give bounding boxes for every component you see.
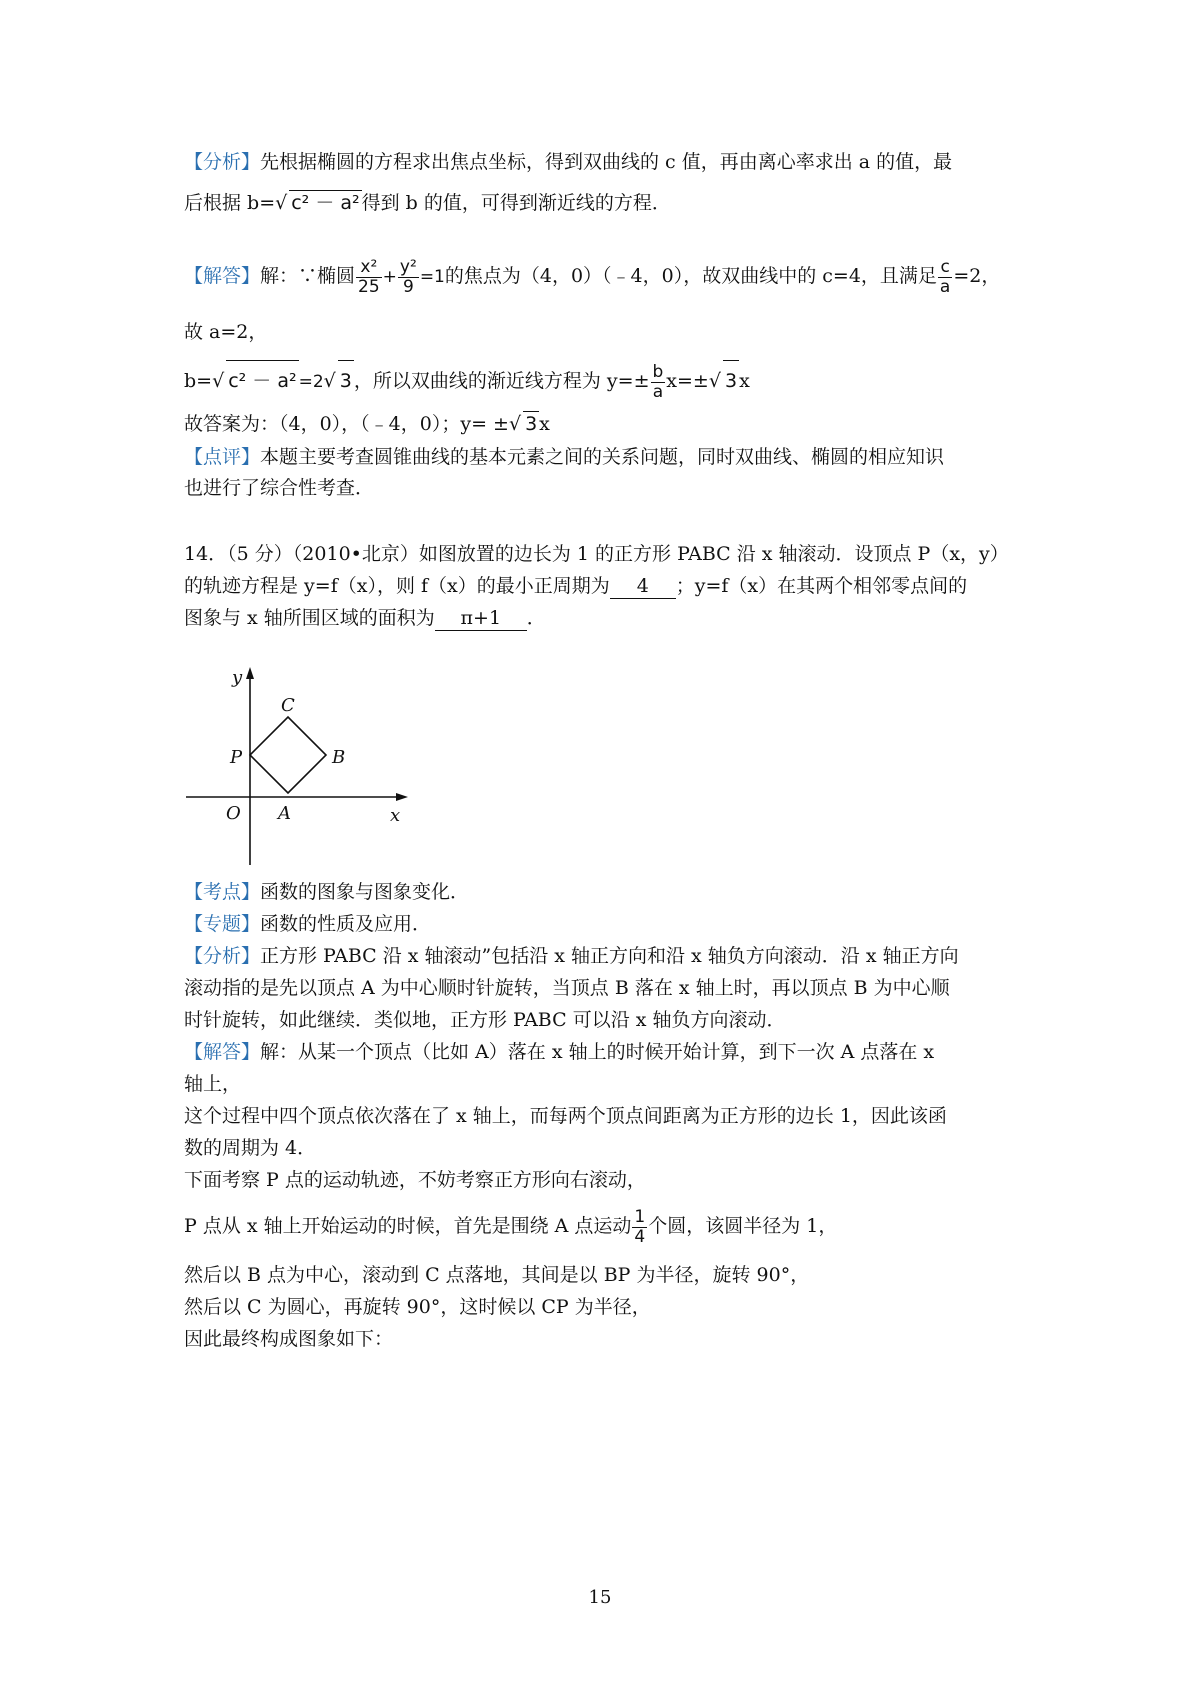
- label-y: y: [232, 667, 243, 688]
- answer-blank-period: 4: [610, 574, 676, 599]
- solution-14-line-1: 【解答】解：从某一个顶点（比如 A）落在 x 轴上的时候开始计算，到下一次 A 点落在 x: [184, 1041, 935, 1063]
- label-b: B: [332, 747, 346, 768]
- solution-13-line-3: b=√ c² － a² =2√ 3 ，所以双曲线的渐近线方程为 y=± $\frac{b}{a}$ x=±√ 3 x: [184, 361, 750, 402]
- label-x: x: [390, 805, 401, 826]
- fraction: $\frac{\text{y²}}{9}$: [399, 256, 417, 297]
- sqrt-expression: √ 3: [709, 360, 739, 401]
- fraction: $\frac{1}{4}$: [634, 1206, 646, 1247]
- solution-14-line-7: 然后以 B 点为中心，滚动到 C 点落地，其间是以 BP 为半径，旋转 90°，: [184, 1264, 810, 1286]
- question-14-line-2: 的轨迹方程是 y=f（x），则 f（x）的最小正周期为 4 ；y=f（x）在其两个相邻零点间的: [184, 575, 968, 597]
- solution-14-line-2: 轴上，: [184, 1073, 242, 1095]
- solution-tag: 【解答】: [184, 1041, 261, 1063]
- solution-14-line-8: 然后以 C 为圆心，再旋转 90°，这时候以 CP 为半径，: [184, 1296, 651, 1318]
- analysis-14-line-1: 【分析】正方形 PABC 沿 x 轴滚动”包括沿 x 轴正方向和沿 x 轴负方向滚动．沿 x 轴正方向: [184, 945, 959, 967]
- topic-tag: 【专题】: [184, 913, 261, 935]
- label-p: P: [230, 747, 243, 768]
- label-o: O: [226, 803, 241, 824]
- comment-13-line-2: 也进行了综合性考查．: [184, 477, 375, 499]
- solution-14-line-3: 这个过程中四个顶点依次落在了 x 轴上，而每两个顶点间距离为正方形的边长 1，因此该函: [184, 1105, 947, 1127]
- analysis-13-line-1: 【分析】先根据椭圆的方程求出焦点坐标，得到双曲线的 c 值，再由离心率求出 a 的值，最: [184, 151, 953, 173]
- sqrt-expression: √ 3: [508, 413, 538, 435]
- answer-13: 故答案为：（4，0），（﹣4，0）；y= ±√ 3 x: [184, 413, 550, 435]
- analysis-14-line-3: 时针旋转，如此继续．类似地，正方形 PABC 可以沿 x 轴负方向滚动．: [184, 1009, 786, 1031]
- square-rolling-figure: [180, 665, 420, 865]
- answer-blank-area: π+1: [435, 606, 527, 631]
- label-c: C: [281, 695, 295, 716]
- analysis-14-line-2: 滚动指的是先以顶点 A 为中心顺时针旋转，当顶点 B 落在 x 轴上时，再以顶点 B 为中心顺: [184, 977, 950, 999]
- analysis-13-line-2: 后根据 b=√ c² － a² 得到 b 的值，可得到渐近线的方程．: [184, 192, 671, 214]
- comment-13-line-1: 【点评】本题主要考查圆锥曲线的基本元素之间的关系问题，同时双曲线、椭圆的相应知识: [184, 446, 945, 468]
- fraction: $\frac{c}{a}$: [939, 256, 951, 297]
- fraction: $\frac{\text{x²}}{25}$: [358, 256, 380, 297]
- analysis-tag: 【分析】: [184, 945, 261, 967]
- question-14-line-3: 图象与 x 轴所围区域的面积为 π+1 ．: [184, 607, 546, 629]
- label-a: A: [278, 803, 291, 824]
- x-axis-arrow: [396, 793, 408, 801]
- solution-14-line-6: P 点从 x 轴上开始运动的时候，首先是围绕 A 点运动 $\frac{1}{4}$ 个圆，该圆半径为 1，: [184, 1206, 838, 1247]
- comment-tag: 【点评】: [184, 446, 261, 468]
- question-14-line-1: 14．（5 分）（2010•北京）如图放置的边长为 1 的正方形 PABC 沿 x 轴滚动．设顶点 P（x，y）: [184, 543, 1009, 565]
- solution-14-line-4: 数的周期为 4．: [184, 1137, 317, 1159]
- point-tag: 【考点】: [184, 881, 261, 903]
- point-14: 【考点】函数的图象与图象变化．: [184, 881, 470, 903]
- y-axis-arrow: [246, 667, 254, 679]
- sqrt-expression: √ 3: [324, 360, 354, 401]
- solution-13-line-2: 故 a=2，: [184, 321, 268, 343]
- page-number: 15: [588, 1587, 612, 1608]
- sqrt-expression: √ c² － a²: [275, 192, 360, 214]
- solution-tag: 【解答】: [184, 265, 261, 287]
- square-pabc: [250, 717, 326, 793]
- sqrt-expression: √ c² － a²: [212, 360, 299, 401]
- solution-14-line-5: 下面考察 P 点的运动轨迹，不妨考察正方形向右滚动，: [184, 1169, 646, 1191]
- topic-14: 【专题】函数的性质及应用．: [184, 913, 432, 935]
- solution-14-line-9: 因此最终构成图象如下：: [184, 1328, 394, 1350]
- solution-13-line-1: 【解答】解：∵椭圆 $\frac{\text{x²}}{25}$ + $\frac{\text{y²}}{9}$ =1的焦点为（4，0）（﹣4，0），故双曲线中的 c=4，且满足 $\frac{c}{a}$ =2，: [184, 256, 1001, 297]
- analysis-tag: 【分析】: [184, 151, 261, 173]
- fraction: $\frac{b}{a}$: [652, 361, 664, 402]
